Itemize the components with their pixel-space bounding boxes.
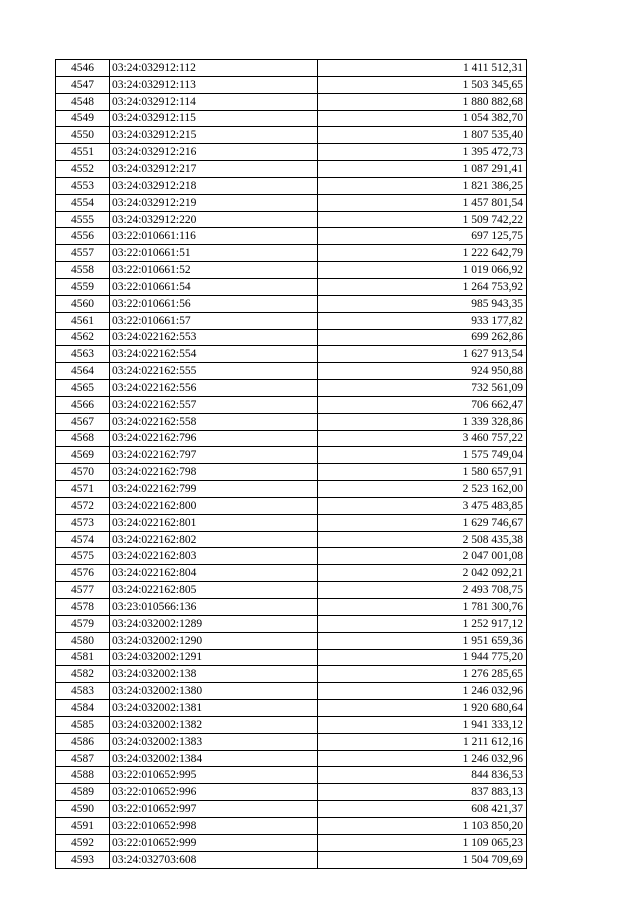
table-row — [56, 784, 527, 801]
cadastral-number-cell: 03:24:032002:1384 — [110, 750, 318, 767]
table-row — [56, 817, 527, 834]
table-row — [56, 363, 527, 380]
table-row — [56, 767, 527, 784]
table-row — [56, 93, 527, 110]
cadastral-number-cell: 03:24:022162:800 — [110, 497, 318, 514]
cadastral-number-cell: 03:24:022162:804 — [110, 565, 318, 582]
value-cell: 1 941 333,12 — [318, 716, 527, 733]
cadastral-number-cell: 03:22:010661:56 — [110, 295, 318, 312]
row-number-cell: 4556 — [56, 228, 110, 245]
table-row — [56, 144, 527, 161]
row-number-cell: 4559 — [56, 278, 110, 295]
row-number-cell: 4555 — [56, 211, 110, 228]
table-row — [56, 278, 527, 295]
row-number-cell: 4580 — [56, 632, 110, 649]
value-cell: 1 807 535,40 — [318, 127, 527, 144]
row-number-cell: 4569 — [56, 447, 110, 464]
value-cell: 1 920 680,64 — [318, 700, 527, 717]
value-cell: 933 177,82 — [318, 312, 527, 329]
value-cell: 1 944 775,20 — [318, 649, 527, 666]
value-cell: 1 264 753,92 — [318, 278, 527, 295]
row-number-cell: 4563 — [56, 346, 110, 363]
cadastral-number-cell: 03:24:032002:1291 — [110, 649, 318, 666]
row-number-cell: 4593 — [56, 851, 110, 868]
table-row — [56, 312, 527, 329]
value-cell: 1 821 386,25 — [318, 177, 527, 194]
row-number-cell: 4570 — [56, 464, 110, 481]
value-cell: 1 087 291,41 — [318, 161, 527, 178]
cadastral-number-cell: 03:24:032912:112 — [110, 60, 318, 77]
table-row — [56, 262, 527, 279]
table-row — [56, 750, 527, 767]
cadastral-number-cell: 03:22:010652:996 — [110, 784, 318, 801]
value-cell: 844 836,53 — [318, 767, 527, 784]
table-row — [56, 700, 527, 717]
table-row — [56, 565, 527, 582]
cadastral-value-table — [55, 59, 527, 869]
value-cell: 3 475 483,85 — [318, 497, 527, 514]
value-cell: 924 950,88 — [318, 363, 527, 380]
table-row — [56, 733, 527, 750]
table-row — [56, 413, 527, 430]
cadastral-number-cell: 03:22:010652:995 — [110, 767, 318, 784]
value-cell: 2 047 001,08 — [318, 548, 527, 565]
cadastral-number-cell: 03:24:022162:797 — [110, 447, 318, 464]
table-row — [56, 514, 527, 531]
value-cell: 1 504 709,69 — [318, 851, 527, 868]
value-cell: 1 781 300,76 — [318, 599, 527, 616]
cadastral-number-cell: 03:24:022162:558 — [110, 413, 318, 430]
cadastral-number-cell: 03:22:010661:52 — [110, 262, 318, 279]
row-number-cell: 4587 — [56, 750, 110, 767]
row-number-cell: 4591 — [56, 817, 110, 834]
row-number-cell: 4561 — [56, 312, 110, 329]
table-row — [56, 582, 527, 599]
row-number-cell: 4568 — [56, 430, 110, 447]
row-number-cell: 4577 — [56, 582, 110, 599]
cadastral-number-cell: 03:22:010652:999 — [110, 834, 318, 851]
cadastral-number-cell: 03:24:032002:1382 — [110, 716, 318, 733]
table-row — [56, 295, 527, 312]
row-number-cell: 4575 — [56, 548, 110, 565]
row-number-cell: 4550 — [56, 127, 110, 144]
cadastral-number-cell: 03:24:022162:803 — [110, 548, 318, 565]
cadastral-number-cell: 03:24:022162:554 — [110, 346, 318, 363]
table-row — [56, 599, 527, 616]
row-number-cell: 4589 — [56, 784, 110, 801]
cadastral-number-cell: 03:24:032912:114 — [110, 93, 318, 110]
row-number-cell: 4592 — [56, 834, 110, 851]
row-number-cell: 4584 — [56, 700, 110, 717]
row-number-cell: 4583 — [56, 683, 110, 700]
value-cell: 699 262,86 — [318, 329, 527, 346]
row-number-cell: 4565 — [56, 380, 110, 397]
table-row — [56, 531, 527, 548]
value-cell: 1 339 328,86 — [318, 413, 527, 430]
table-row — [56, 447, 527, 464]
value-cell: 1 457 801,54 — [318, 194, 527, 211]
value-cell: 1 575 749,04 — [318, 447, 527, 464]
table-row — [56, 834, 527, 851]
cadastral-number-cell: 03:24:022162:802 — [110, 531, 318, 548]
row-number-cell: 4571 — [56, 481, 110, 498]
table-row — [56, 76, 527, 93]
value-cell: 1 019 066,92 — [318, 262, 527, 279]
cadastral-number-cell: 03:22:010652:997 — [110, 801, 318, 818]
table-row — [56, 60, 527, 77]
row-number-cell: 4590 — [56, 801, 110, 818]
value-cell: 1 054 382,70 — [318, 110, 527, 127]
cadastral-number-cell: 03:24:032912:218 — [110, 177, 318, 194]
row-number-cell: 4586 — [56, 733, 110, 750]
table-row — [56, 851, 527, 868]
table-row — [56, 430, 527, 447]
table-row — [56, 481, 527, 498]
cadastral-number-cell: 03:24:022162:556 — [110, 380, 318, 397]
cadastral-number-cell: 03:24:032912:220 — [110, 211, 318, 228]
cadastral-number-cell: 03:24:032002:138 — [110, 666, 318, 683]
value-cell: 1 211 612,16 — [318, 733, 527, 750]
row-number-cell: 4558 — [56, 262, 110, 279]
table-body — [56, 60, 527, 869]
cadastral-number-cell: 03:24:032002:1290 — [110, 632, 318, 649]
cadastral-number-cell: 03:22:010661:57 — [110, 312, 318, 329]
row-number-cell: 4552 — [56, 161, 110, 178]
cadastral-number-cell: 03:24:022162:555 — [110, 363, 318, 380]
value-cell: 2 523 162,00 — [318, 481, 527, 498]
value-cell: 1 246 032,96 — [318, 750, 527, 767]
table-row — [56, 801, 527, 818]
cadastral-number-cell: 03:24:022162:798 — [110, 464, 318, 481]
row-number-cell: 4562 — [56, 329, 110, 346]
value-cell: 1 411 512,31 — [318, 60, 527, 77]
cadastral-number-cell: 03:24:032912:215 — [110, 127, 318, 144]
table-row — [56, 666, 527, 683]
table-row — [56, 194, 527, 211]
cadastral-number-cell: 03:24:022162:796 — [110, 430, 318, 447]
table-row — [56, 464, 527, 481]
cadastral-number-cell: 03:24:022162:553 — [110, 329, 318, 346]
value-cell: 1 880 882,68 — [318, 93, 527, 110]
table-row — [56, 329, 527, 346]
row-number-cell: 4560 — [56, 295, 110, 312]
cadastral-number-cell: 03:24:022162:801 — [110, 514, 318, 531]
table-row — [56, 127, 527, 144]
table-row — [56, 211, 527, 228]
cadastral-number-cell: 03:24:032912:216 — [110, 144, 318, 161]
cadastral-number-cell: 03:22:010661:116 — [110, 228, 318, 245]
cadastral-number-cell: 03:22:010661:51 — [110, 245, 318, 262]
table-row — [56, 716, 527, 733]
value-cell: 1 103 850,20 — [318, 817, 527, 834]
row-number-cell: 4579 — [56, 615, 110, 632]
value-cell: 2 493 708,75 — [318, 582, 527, 599]
row-number-cell: 4576 — [56, 565, 110, 582]
row-number-cell: 4551 — [56, 144, 110, 161]
row-number-cell: 4585 — [56, 716, 110, 733]
cadastral-number-cell: 03:24:032002:1383 — [110, 733, 318, 750]
row-number-cell: 4567 — [56, 413, 110, 430]
cadastral-number-cell: 03:24:032703:608 — [110, 851, 318, 868]
value-cell: 2 508 435,38 — [318, 531, 527, 548]
row-number-cell: 4573 — [56, 514, 110, 531]
value-cell: 1 629 746,67 — [318, 514, 527, 531]
value-cell: 1 951 659,36 — [318, 632, 527, 649]
table-row — [56, 245, 527, 262]
table-row — [56, 548, 527, 565]
table-row — [56, 683, 527, 700]
value-cell: 3 460 757,22 — [318, 430, 527, 447]
row-number-cell: 4574 — [56, 531, 110, 548]
value-cell: 1 276 285,65 — [318, 666, 527, 683]
cadastral-number-cell: 03:24:022162:557 — [110, 396, 318, 413]
cadastral-number-cell: 03:24:032912:115 — [110, 110, 318, 127]
value-cell: 1 252 917,12 — [318, 615, 527, 632]
row-number-cell: 4548 — [56, 93, 110, 110]
cadastral-number-cell: 03:22:010661:54 — [110, 278, 318, 295]
value-cell: 1 109 065,23 — [318, 834, 527, 851]
row-number-cell: 4581 — [56, 649, 110, 666]
value-cell: 2 042 092,21 — [318, 565, 527, 582]
value-cell: 1 222 642,79 — [318, 245, 527, 262]
cadastral-number-cell: 03:22:010652:998 — [110, 817, 318, 834]
value-cell: 706 662,47 — [318, 396, 527, 413]
value-cell: 608 421,37 — [318, 801, 527, 818]
row-number-cell: 4582 — [56, 666, 110, 683]
table-row — [56, 396, 527, 413]
table-row — [56, 228, 527, 245]
table-row — [56, 346, 527, 363]
row-number-cell: 4547 — [56, 76, 110, 93]
cadastral-number-cell: 03:24:032912:219 — [110, 194, 318, 211]
table-row — [56, 632, 527, 649]
value-cell: 1 246 032,96 — [318, 683, 527, 700]
value-cell: 837 883,13 — [318, 784, 527, 801]
row-number-cell: 4546 — [56, 60, 110, 77]
row-number-cell: 4553 — [56, 177, 110, 194]
value-cell: 1 395 472,73 — [318, 144, 527, 161]
table-row — [56, 177, 527, 194]
row-number-cell: 4549 — [56, 110, 110, 127]
row-number-cell: 4554 — [56, 194, 110, 211]
table-row — [56, 615, 527, 632]
value-cell: 985 943,35 — [318, 295, 527, 312]
table-row — [56, 649, 527, 666]
cadastral-number-cell: 03:24:032912:113 — [110, 76, 318, 93]
cadastral-number-cell: 03:23:010566:136 — [110, 599, 318, 616]
value-cell: 1 580 657,91 — [318, 464, 527, 481]
cadastral-number-cell: 03:24:022162:799 — [110, 481, 318, 498]
row-number-cell: 4564 — [56, 363, 110, 380]
value-cell: 732 561,09 — [318, 380, 527, 397]
cadastral-number-cell: 03:24:032002:1380 — [110, 683, 318, 700]
cadastral-number-cell: 03:24:032002:1381 — [110, 700, 318, 717]
cadastral-number-cell: 03:24:032002:1289 — [110, 615, 318, 632]
row-number-cell: 4588 — [56, 767, 110, 784]
table-row — [56, 497, 527, 514]
value-cell: 1 509 742,22 — [318, 211, 527, 228]
cadastral-number-cell: 03:24:022162:805 — [110, 582, 318, 599]
row-number-cell: 4578 — [56, 599, 110, 616]
table-row — [56, 380, 527, 397]
row-number-cell: 4566 — [56, 396, 110, 413]
cadastral-number-cell: 03:24:032912:217 — [110, 161, 318, 178]
value-cell: 1 627 913,54 — [318, 346, 527, 363]
value-cell: 1 503 345,65 — [318, 76, 527, 93]
value-cell: 697 125,75 — [318, 228, 527, 245]
row-number-cell: 4572 — [56, 497, 110, 514]
table-row — [56, 161, 527, 178]
table-row — [56, 110, 527, 127]
row-number-cell: 4557 — [56, 245, 110, 262]
